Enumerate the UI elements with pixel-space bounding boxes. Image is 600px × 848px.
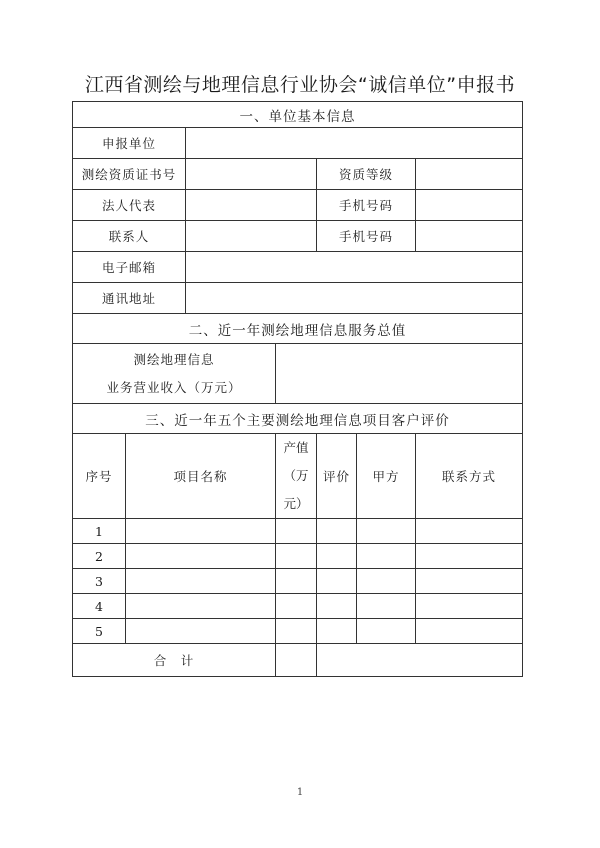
output-value-cell[interactable] [276, 569, 317, 594]
col-header-client: 甲方 [357, 434, 416, 519]
row-number: 2 [73, 544, 126, 569]
address-field[interactable] [186, 283, 523, 314]
qualification-grade-field[interactable] [416, 159, 523, 190]
contact-phone-label: 手机号码 [317, 221, 416, 252]
application-form [72, 101, 522, 677]
contact-info-cell[interactable] [416, 519, 523, 544]
contact-info-cell[interactable] [416, 544, 523, 569]
revenue-label [73, 344, 276, 404]
contact-phone-field[interactable] [416, 221, 523, 252]
project-name-cell[interactable] [126, 594, 276, 619]
row-number: 5 [73, 619, 126, 644]
total-label: 合 计 [73, 644, 276, 677]
project-name-cell[interactable] [126, 569, 276, 594]
contact-info-cell[interactable] [416, 594, 523, 619]
evaluation-cell[interactable] [317, 569, 357, 594]
table-row [73, 594, 523, 619]
applicant-field[interactable] [186, 128, 523, 159]
table-row [73, 519, 523, 544]
output-value-cell[interactable] [276, 619, 317, 644]
contact-person-field[interactable] [186, 221, 317, 252]
col-header-evaluation: 评价 [317, 434, 357, 519]
evaluation-cell[interactable] [317, 619, 357, 644]
section3-heading: 三、近一年五个主要测绘地理信息项目客户评价 [73, 404, 523, 434]
col-header-contact-info: 联系方式 [416, 434, 523, 519]
contact-person-label: 联系人 [73, 221, 186, 252]
evaluation-cell[interactable] [317, 519, 357, 544]
col-header-project-name: 项目名称 [126, 434, 276, 519]
legal-representative-field[interactable] [186, 190, 317, 221]
certificate-number-field[interactable] [186, 159, 317, 190]
project-name-cell[interactable] [126, 619, 276, 644]
form-table [72, 101, 523, 677]
project-name-cell[interactable] [126, 544, 276, 569]
client-cell[interactable] [357, 544, 416, 569]
section2-heading: 二、近一年测绘地理信息服务总值 [73, 314, 523, 344]
col-header-output-value [276, 434, 317, 519]
col-header-output-value-line1: 产值 [283, 440, 309, 455]
table-row [73, 619, 523, 644]
contact-info-cell[interactable] [416, 569, 523, 594]
table-row [73, 569, 523, 594]
legal-rep-phone-label: 手机号码 [317, 190, 416, 221]
revenue-label-line2: 业务营业收入（万元） [106, 379, 242, 395]
output-value-cell[interactable] [276, 519, 317, 544]
certificate-number-label: 测绘资质证书号 [73, 159, 186, 190]
total-remainder-cell [317, 644, 523, 677]
revenue-field[interactable] [276, 344, 523, 404]
legal-representative-label: 法人代表 [73, 190, 186, 221]
contact-info-cell[interactable] [416, 619, 523, 644]
revenue-label-line1: 测绘地理信息 [133, 351, 215, 367]
section1-heading: 一、单位基本信息 [73, 102, 523, 128]
output-value-cell[interactable] [276, 594, 317, 619]
client-cell[interactable] [357, 619, 416, 644]
legal-rep-phone-field[interactable] [416, 190, 523, 221]
evaluation-cell[interactable] [317, 544, 357, 569]
col-header-output-value-line2: （万元） [283, 468, 309, 511]
client-cell[interactable] [357, 519, 416, 544]
address-label: 通讯地址 [73, 283, 186, 314]
document-title: 江西省测绘与地理信息行业协会“诚信单位”申报书 [84, 74, 516, 96]
qualification-grade-label: 资质等级 [317, 159, 416, 190]
page-number: 1 [296, 787, 304, 798]
email-label: 电子邮箱 [73, 252, 186, 283]
row-number: 3 [73, 569, 126, 594]
row-number: 4 [73, 594, 126, 619]
project-name-cell[interactable] [126, 519, 276, 544]
row-number: 1 [73, 519, 126, 544]
evaluation-cell[interactable] [317, 594, 357, 619]
client-cell[interactable] [357, 594, 416, 619]
total-output-value-field[interactable] [276, 644, 317, 677]
applicant-label: 申报单位 [73, 128, 186, 159]
email-field[interactable] [186, 252, 523, 283]
client-cell[interactable] [357, 569, 416, 594]
table-row [73, 544, 523, 569]
output-value-cell[interactable] [276, 544, 317, 569]
col-header-serial-number: 序号 [73, 434, 126, 519]
